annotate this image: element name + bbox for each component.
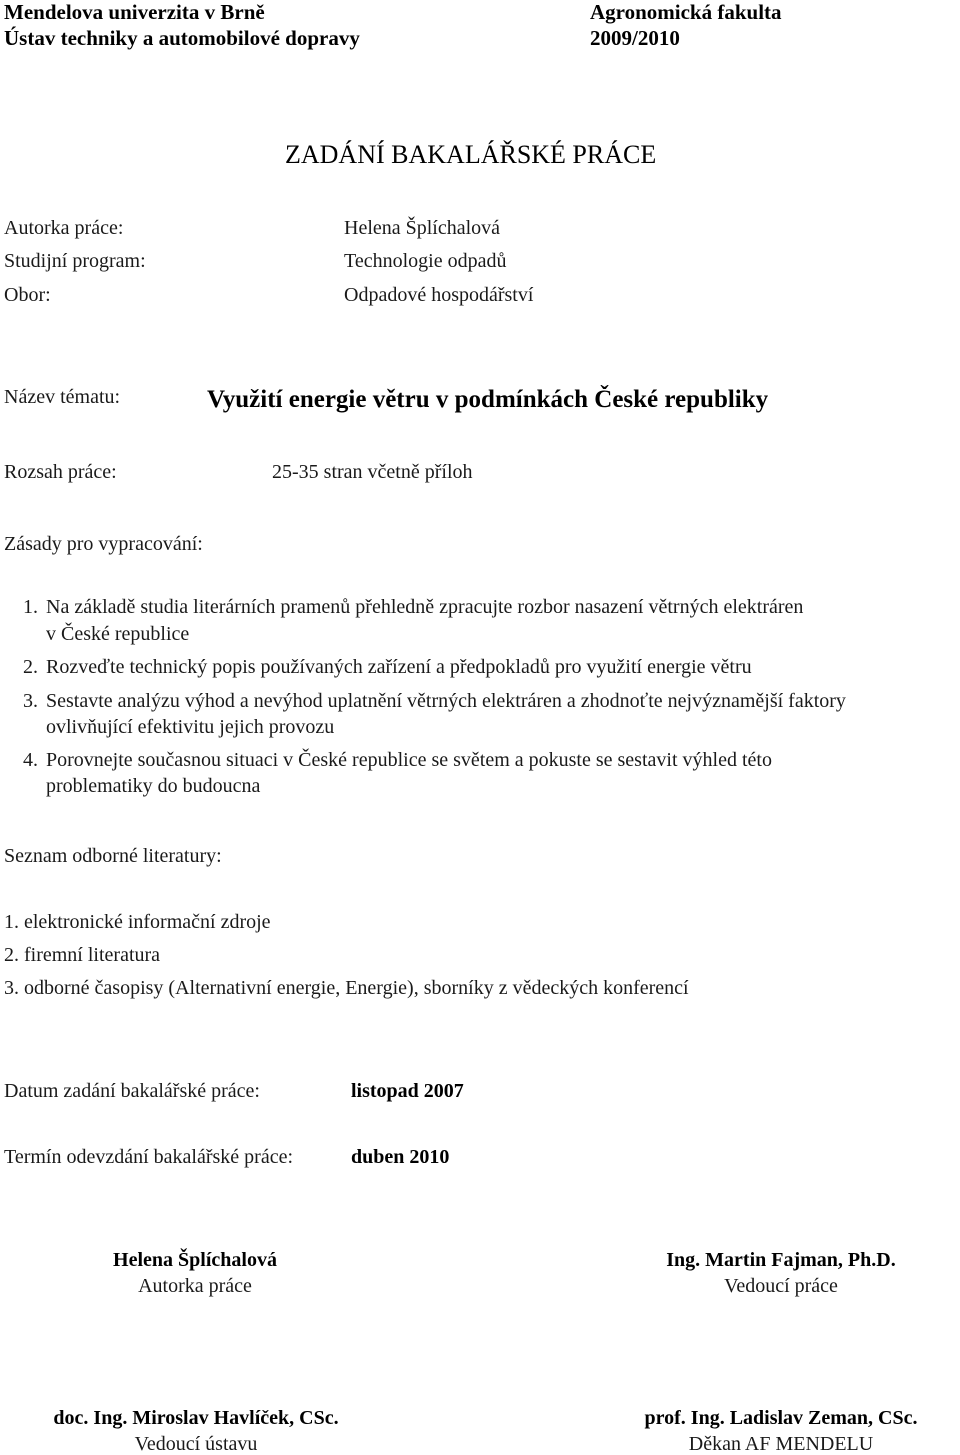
author-value: Helena Šplíchalová [344, 217, 501, 239]
literature-item: 2. firemní literatura [4, 944, 161, 966]
institute-name: Ústav techniky a automobilové dopravy [4, 26, 360, 50]
principle-text: Rozveďte technický popis používaných zařízení a předpokladů pro využití energie větru [46, 656, 752, 678]
assigned-date-value: listopad 2007 [351, 1080, 464, 1102]
signature-role-supervisor: Vedoucí práce [724, 1275, 838, 1297]
field-value: Odpadové hospodářství [344, 284, 534, 306]
field-label: Obor: [4, 284, 51, 306]
principle-text: Na základě studia literárních pramenů přehledně zpracujte rozbor nasazení větrných elektráren [46, 596, 804, 618]
signature-role-author: Autorka práce [138, 1275, 252, 1297]
principle-text-continued: v České republice [46, 623, 190, 645]
literature-label: Seznam odborné literatury: [4, 845, 222, 867]
principle-text-continued: problematiky do budoucna [46, 775, 261, 797]
faculty-name: Agronomická fakulta [590, 0, 782, 24]
principle-text-continued: ovlivňující efektivitu jejich provozu [46, 716, 335, 738]
literature-item: 3. odborné časopisy (Alternativní energie, Energie), sborníky z vědeckých konferencí [4, 977, 689, 999]
scope-value: 25-35 stran včetně příloh [272, 461, 473, 483]
signature-name-author: Helena Šplíchalová [113, 1249, 277, 1271]
principle-number: 3. [23, 690, 38, 712]
literature-item: 1. elektronické informační zdroje [4, 911, 271, 933]
principle-number: 1. [23, 596, 38, 618]
principle-text: Sestavte analýzu výhod a nevýhod uplatnění větrných elektráren a zhodnoťte nejvýznamější faktory [46, 690, 846, 712]
program-value: Technologie odpadů [344, 250, 507, 272]
signature-name-supervisor: Ing. Martin Fajman, Ph.D. [666, 1249, 896, 1271]
topic-label: Název tématu: [4, 386, 121, 408]
academic-year: 2009/2010 [590, 26, 680, 50]
assigned-date-label: Datum zadání bakalářské práce: [4, 1080, 260, 1102]
document-title: ZADÁNÍ BAKALÁŘSKÉ PRÁCE [285, 140, 657, 169]
due-date-value: duben 2010 [351, 1146, 450, 1168]
principle-text: Porovnejte současnou situaci v České republice se světem a pokuste se sestavit výhled této [46, 749, 772, 771]
university-name: Mendelova univerzita v Brně [4, 0, 265, 24]
signature-role-head: Vedoucí ústavu [134, 1433, 258, 1455]
principle-number: 2. [23, 656, 38, 678]
topic-value: Využití energie větru v podmínkách České republiky [207, 386, 769, 413]
signature-role-dean: Děkan AF MENDELU [688, 1433, 874, 1455]
scope-label: Rozsah práce: [4, 461, 117, 483]
principles-label: Zásady pro vypracování: [4, 533, 203, 555]
signature-name-dean: prof. Ing. Ladislav Zeman, CSc. [644, 1407, 918, 1429]
program-label: Studijní program: [4, 250, 146, 272]
author-label: Autorka práce: [4, 217, 124, 239]
signature-name-head: doc. Ing. Miroslav Havlíček, CSc. [53, 1407, 339, 1429]
due-date-label: Termín odevzdání bakalářské práce: [4, 1146, 294, 1168]
principle-number: 4. [23, 749, 38, 771]
